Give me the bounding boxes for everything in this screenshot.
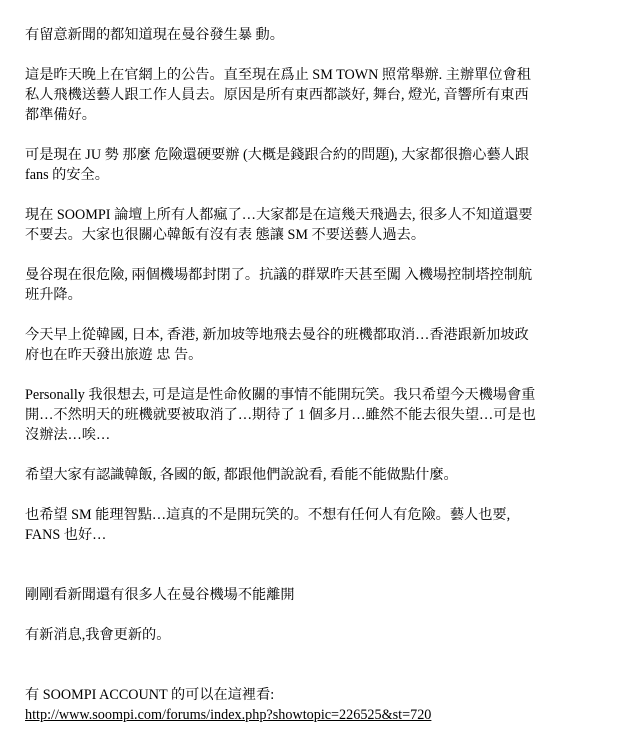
text-line: 也希望 SM 能理智點…這真的不是開玩笑的。不想有任何人有危險。藝人也要,: [25, 507, 511, 523]
paragraph-danger: [25, 145, 620, 185]
paragraph-hope-sm: [25, 505, 620, 545]
text-line: 都準備好。: [25, 107, 96, 123]
paragraph-flights-cancelled: [25, 325, 620, 365]
spacer: [25, 565, 620, 585]
account-note: 有 SOOMPI ACCOUNT 的可以在這裡看:: [25, 687, 275, 703]
text-line: 私人飛機送藝人跟工作人員去。原因是所有東西都談好, 舞台, 燈光, 音響所有東西: [25, 87, 529, 103]
text-line: 有新消息,我會更新的。: [25, 627, 171, 643]
text-line: 不要去。大家也很關心韓飯有沒有表 態讓 SM 不要送藝人過去。: [25, 227, 426, 243]
paragraph-airports-closed: [25, 265, 620, 305]
text-line: 沒辦法…唉…: [25, 427, 111, 443]
text-line: 有留意新聞的都知道現在曼谷發生暴 動。: [25, 27, 284, 43]
text-line: 希望大家有認識韓飯, 各國的飯, 都跟他們說說看, 看能不能做點什麼。: [25, 467, 458, 483]
text-line: Personally 我很想去, 可是這是性命攸關的事情不能開玩笑。我只希望今天機場會重: [25, 387, 536, 403]
text-line: FANS 也好…: [25, 527, 107, 543]
paragraph-account-link: [25, 685, 620, 725]
text-line: 這是昨天晚上在官網上的公告。直至現在爲止 SM TOWN 照常舉辦. 主辦單位會租: [25, 67, 531, 83]
text-line: 曼谷現在很危險, 兩個機場都封閉了。抗議的群眾昨天甚至闖 入機場控制塔控制航: [25, 267, 533, 283]
text-line: 班升降。: [25, 287, 82, 303]
paragraph-personal-note: [25, 385, 620, 445]
forum-post-body: [25, 25, 620, 725]
text-line: 剛剛看新聞還有很多人在曼谷機場不能離開: [25, 587, 295, 603]
paragraph-intro: [25, 25, 620, 45]
text-line: 今天早上從韓國, 日本, 香港, 新加坡等地飛去曼谷的班機都取消…香港跟新加坡政: [25, 327, 529, 343]
text-line: 府也在昨天發出旅遊 忠 告。: [25, 347, 203, 363]
text-line: 可是現在 JU 勢 那麼 危險還硬要辦 (大概是錢跟合約的問題), 大家都很擔心藝人跟: [25, 147, 530, 163]
paragraph-update-promise: [25, 625, 620, 645]
text-line: fans 的安全。: [25, 167, 109, 183]
text-line: 開…不然明天的班機就要被取消了…期待了 1 個多月…雖然不能去很失望…可是也: [25, 407, 536, 423]
paragraph-announcement: [25, 65, 620, 125]
paragraph-soompi-forum: [25, 205, 620, 245]
paragraph-update-news: [25, 585, 620, 605]
soompi-forum-link[interactable]: http://www.soompi.com/forums/index.php?showtopic=226525&st=720: [25, 707, 432, 723]
text-line: 現在 SOOMPI 論壇上所有人都瘋了…大家都是在這幾天飛過去, 很多人不知道還要: [25, 207, 533, 223]
paragraph-ask-fans: [25, 465, 620, 485]
spacer: [25, 665, 620, 685]
